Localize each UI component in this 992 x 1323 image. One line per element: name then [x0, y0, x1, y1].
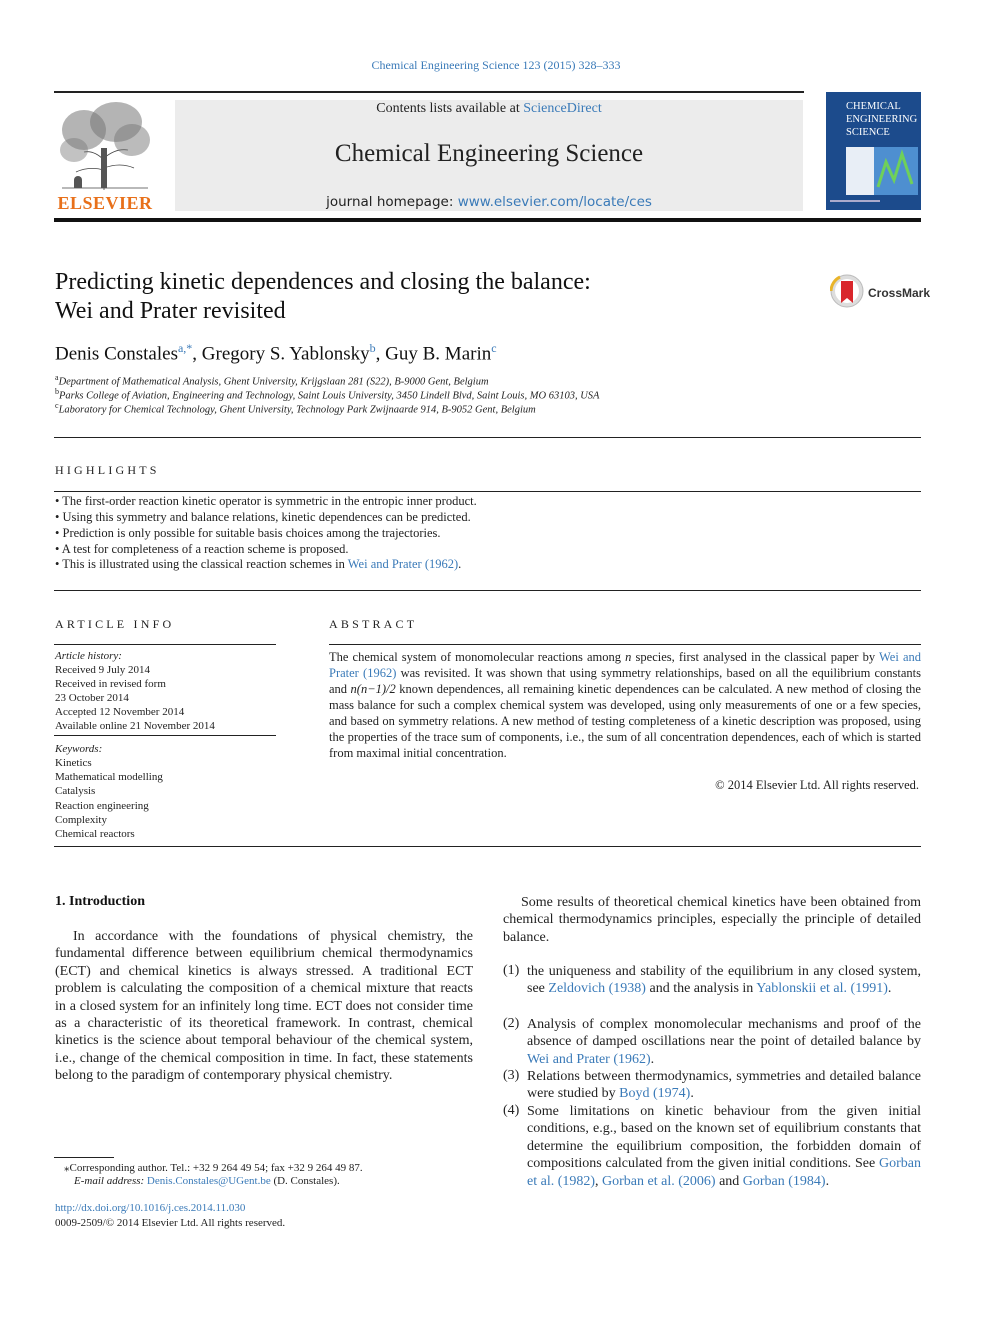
list-item	[527, 1103, 921, 1190]
keyword: Chemical reactors	[55, 828, 135, 840]
list-number: (4)	[503, 1103, 520, 1118]
list-text: Analysis of complex monomolecular mechanisms and proof of the absence of damped oscillations near the point of detailed balance by	[527, 1017, 921, 1050]
list-item	[527, 1016, 921, 1068]
author-name[interactable]: Guy B. Marin	[385, 343, 492, 365]
masthead-bottom-rule	[54, 218, 921, 222]
keyword: Kinetics	[55, 757, 92, 769]
divider	[54, 590, 921, 591]
history-label: Article history:	[55, 650, 122, 662]
reference-link[interactable]: Gorban et al. (1982)	[527, 1156, 921, 1189]
crossmark-icon	[830, 273, 866, 309]
list-number: (3)	[503, 1068, 520, 1083]
corresponding-author-note: ⁎Corresponding author. Tel.: +32 9 264 49 54; fax +32 9 264 49 87.	[64, 1162, 363, 1174]
keyword: Catalysis	[55, 785, 96, 797]
list-item	[527, 963, 921, 998]
article-title	[55, 268, 775, 326]
list-text: ,	[595, 1173, 603, 1189]
abstract-text: The chemical system of monomolecular reactions among	[329, 650, 626, 664]
highlight-item: • Prediction is only possible for suitable basis choices among the trajectories.	[55, 526, 441, 540]
list-text: the uniqueness and stability of the equilibrium in any closed system, see	[527, 964, 921, 997]
abstract-text: species, first analysed in the classical paper by	[631, 650, 879, 664]
abstract-text: was revisited. It was shown that using symmetry relationships, based on all the equilibrium constants and	[329, 666, 922, 696]
cover-title: CHEMICAL ENGINEERING SCIENCE	[846, 101, 918, 138]
divider	[54, 644, 276, 645]
author-sup[interactable]: c	[491, 341, 497, 355]
homepage-prefix: journal homepage:	[326, 194, 458, 210]
list-number: (1)	[503, 963, 520, 978]
list-text: .	[887, 981, 892, 997]
reference-link[interactable]: Wei and Prater (1962)	[329, 650, 921, 680]
highlight-item: • The first-order reaction kinetic operator is symmetric in the entropic inner product.	[55, 494, 477, 508]
author-list: Denis Constales$^{a,*}$, Gregory S. Yablonsky$^b$, Guy B. Marin$^c$	[55, 341, 497, 365]
history-item: Received 9 July 2014	[55, 664, 151, 676]
affiliation-sup: a	[55, 373, 59, 382]
highlight-text: • This is illustrated using the classical reaction schemes in	[55, 557, 348, 571]
reference-link[interactable]: Boyd (1974)	[619, 1086, 691, 1102]
author-name[interactable]: Denis Constales	[55, 343, 178, 365]
keyword: Complexity	[55, 814, 107, 826]
abstract-copyright: © 2014 Elsevier Ltd. All rights reserved.	[715, 778, 919, 792]
highlights-heading: HIGHLIGHTS	[55, 463, 160, 477]
divider	[54, 437, 921, 438]
journal-name: Chemical Engineering Science	[334, 140, 644, 167]
affiliation	[55, 387, 915, 402]
affiliation-text: Parks College of Aviation, Engineering and Technology, Saint Louis University, 3450 Lindell Blvd, Saint Louis, MO 63103, USA	[59, 390, 600, 402]
reference-link[interactable]: Zeldovich (1938)	[548, 981, 646, 997]
contents-line	[175, 101, 803, 117]
list-text: .	[825, 1173, 830, 1189]
author-name[interactable]: Gregory S. Yablonsky	[201, 343, 370, 365]
highlight-text: .	[458, 557, 462, 571]
crossmark-badge[interactable]	[830, 273, 940, 313]
intro-paragraph: In accordance with the foundations of physical chemistry, the fundamental difference between equilibrium chemical thermodynamics (ECT) and chemical kinetics is always stressed. A traditional ECT problem is calculating the composition of a chemical mixture that reacts in a closed system for an infinitely long time. ECT does not consider time as a characteristic of its theoretical framework. In contrast, chemical kinetics is the science about temporal behaviour of the chemical system, i.e., change of the chemical composition in time. In fact, these statements belong to the paradigm of contemporary physical chemistry.	[55, 929, 473, 1084]
divider	[329, 644, 921, 645]
email-suffix: (D. Constales).	[270, 1175, 340, 1187]
affiliation-text: Laboratory for Chemical Technology, Ghent University, Technology Park Zwijnaarde 914, B-9052 Gent, Belgium	[58, 404, 536, 416]
divider	[54, 846, 921, 847]
author-sup[interactable]: b	[369, 341, 376, 355]
email-note	[74, 1175, 340, 1187]
math-n: n	[625, 650, 632, 664]
history-item: Received in revised form	[55, 678, 166, 690]
keyword: Reaction engineering	[55, 800, 149, 812]
affiliation-sup: b	[55, 387, 59, 396]
masthead-top-rule	[54, 91, 804, 93]
email-label: E-mail address:	[74, 1175, 147, 1187]
sciencedirect-link[interactable]: ScienceDirect	[523, 101, 602, 116]
abstract-text: known dependences, all remaining kinetic dependences can be calculated. A new method of closing the mass balance for such a complex chemical system was developed, using only measurements of one or a few species, and based on symmetry relations. A new method of testing completeness of a kinetic description was proposed, using the properties of the trace sum of components, i.e., the sum of all concentration dependences, each of which is started from maximal initial concentration.	[329, 682, 921, 760]
divider	[54, 735, 276, 736]
reference-link[interactable]: Gorban et al. (2006)	[602, 1173, 716, 1189]
history-item: Available online 21 November 2014	[55, 720, 215, 732]
contents-prefix: Contents lists available at	[376, 101, 524, 116]
footnote-rule	[54, 1157, 114, 1158]
list-text: Some limitations on kinetic behaviour from the given initial conditions, e.g., based on the known set of equilibrium constants that determine the equilibrium composition, the forbidden domain of compositions calculated from the given initial conditions. See	[527, 1104, 921, 1172]
keywords-label: Keywords:	[55, 743, 103, 755]
doi-text[interactable]: http://dx.doi.org/10.1016/j.ces.2014.11.030	[55, 1202, 246, 1214]
reference-link[interactable]: Yablonskii et al. (1991)	[756, 981, 888, 997]
highlight-item: • A test for completeness of a reaction scheme is proposed.	[55, 542, 349, 556]
reference-link[interactable]: Wei and Prater (1962)	[347, 557, 459, 571]
abstract-body	[329, 649, 921, 761]
divider	[54, 491, 921, 492]
highlight-item: • Using this symmetry and balance relations, kinetic dependences can be predicted.	[55, 510, 471, 524]
list-text: and the analysis in	[645, 981, 757, 997]
list-text: .	[650, 1051, 655, 1067]
list-text: and	[715, 1173, 743, 1189]
reference-link[interactable]: Wei and Prater (1962)	[527, 1051, 651, 1067]
affiliation-sup: c	[55, 401, 59, 410]
history-item: Accepted 12 November 2014	[55, 706, 185, 718]
keyword: Mathematical modelling	[55, 771, 163, 783]
affiliation-text: Department of Mathematical Analysis, Ghent University, Krijgslaan 281 (S22), B-9000 Gent, Belgium	[58, 376, 489, 388]
crossmark-label: CrossMark	[868, 286, 931, 300]
affiliation	[55, 373, 915, 388]
journal-citation[interactable]: Chemical Engineering Science 123 (2015) 328–333	[371, 58, 621, 72]
title-line-2: Wei and Prater revisited	[55, 298, 286, 324]
doi-link[interactable]	[55, 1202, 245, 1214]
email-link[interactable]: Denis.Constales@UGent.be	[146, 1175, 271, 1187]
reference-link[interactable]: Gorban (1984)	[742, 1173, 826, 1189]
list-text: Relations between thermodynamics, symmetries and detailed balance were studied by	[527, 1069, 921, 1102]
section-heading: 1. Introduction	[55, 894, 145, 909]
intro-right-paragraph: Some results of theoretical chemical kinetics have been obtained from chemical thermodynamics principles, especially the principle of detailed balance.	[503, 895, 921, 945]
abstract-heading: ABSTRACT	[329, 617, 418, 631]
list-text: .	[690, 1086, 694, 1102]
history-item: 23 October 2014	[55, 692, 129, 704]
elsevier-wordmark[interactable]: ELSEVIER	[57, 193, 153, 213]
highlight-item	[55, 557, 920, 572]
article-info-heading: ARTICLE INFO	[55, 617, 175, 631]
homepage-line	[175, 194, 803, 210]
title-line-1: Predicting kinetic dependences and closing the balance:	[55, 269, 591, 295]
affiliation	[55, 401, 915, 416]
list-item	[527, 1068, 921, 1103]
homepage-link[interactable]: www.elsevier.com/locate/ces	[457, 194, 652, 210]
author-sup[interactable]: a,*	[177, 341, 193, 355]
issn-line: 0009-2509/© 2014 Elsevier Ltd. All rights reserved.	[55, 1217, 286, 1229]
list-number: (2)	[503, 1016, 520, 1031]
math-formula: n(n−1)/2	[350, 682, 396, 696]
